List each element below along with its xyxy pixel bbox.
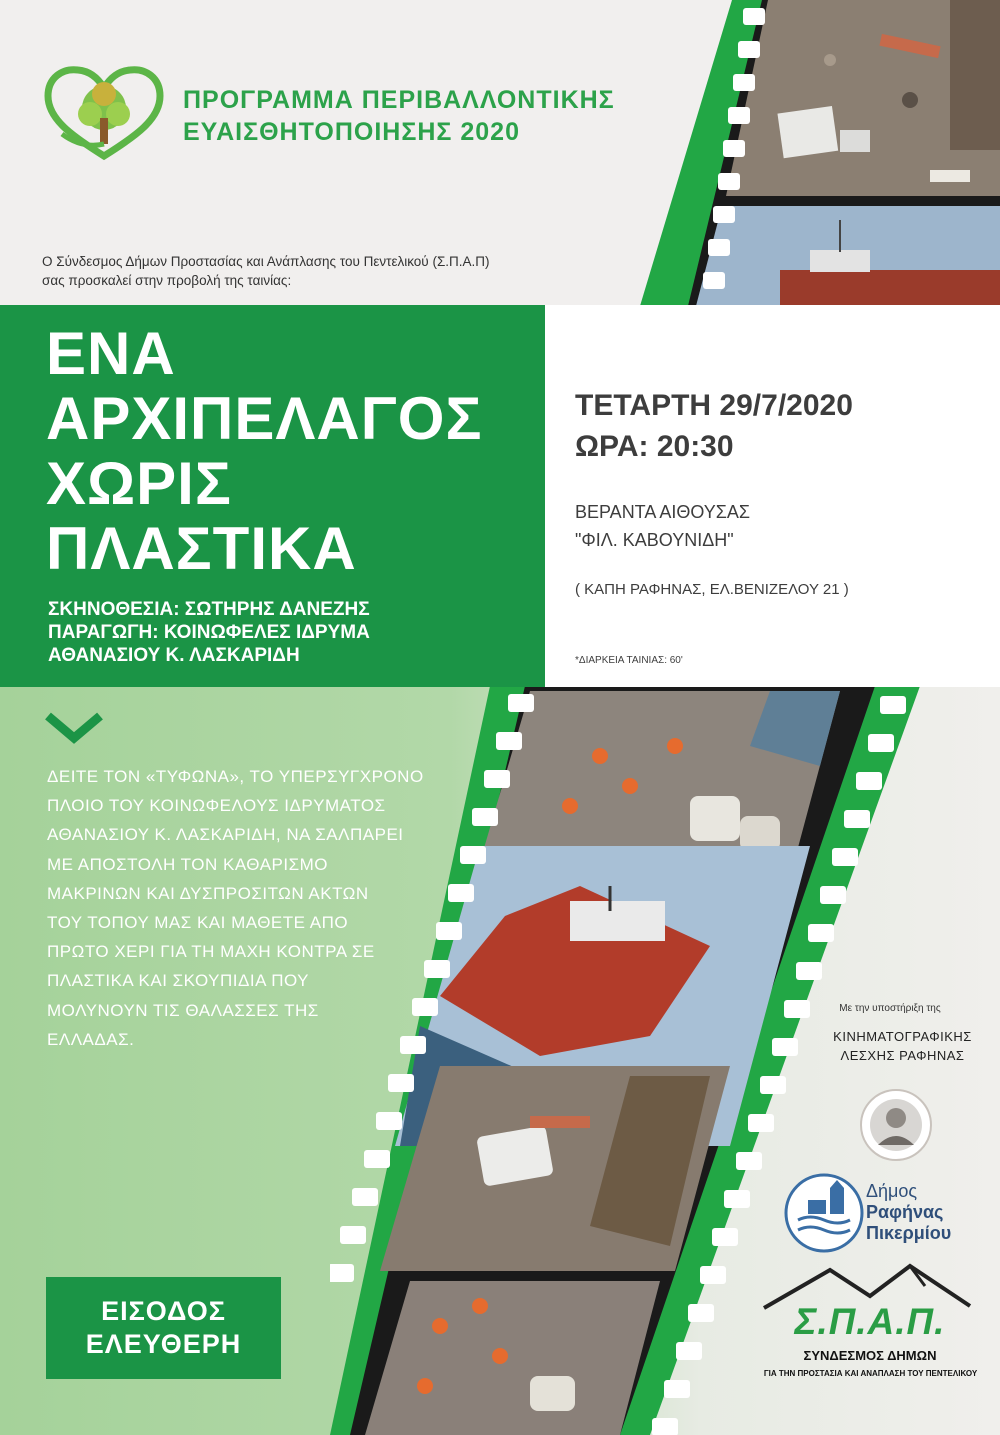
spap-subtitle: ΓΙΑ ΤΗΝ ΠΡΟΣΤΑΣΙΑ ΚΑΙ ΑΝΑΠΛΑΣΗ ΤΟΥ ΠΕΝΤΕΛΙΚΟΥ xyxy=(763,1369,978,1378)
film-frame-rubble xyxy=(380,1066,730,1271)
film-title-line: ΧΩΡΙΣ xyxy=(46,450,232,517)
chevron-down-icon xyxy=(44,712,104,744)
spap-name: ΣΥΝΔΕΣΜΟΣ ΔΗΜΩΝ xyxy=(803,1348,937,1363)
film-description xyxy=(47,762,477,1054)
description-line: ΠΛΟΙΟ ΤΟΥ ΚΟΙΝΩΦΕΛΟΥΣ ΙΔΡΥΜΑΤΟΣ xyxy=(47,796,386,816)
program-title xyxy=(183,84,653,148)
heart-tree-icon xyxy=(42,64,166,164)
film-frame-rubble-top xyxy=(726,0,1000,196)
film-frame-ship-top xyxy=(696,206,1000,306)
description-line: ΠΡΩΤΟ ΧΕΡΙ ΓΙΑ ΤΗ ΜΑΧΗ ΚΟΝΤΡΑ ΣΕ xyxy=(47,942,375,962)
entry-line: ΕΛΕΥΘΕΡΗ xyxy=(85,1329,242,1359)
municipality-line: Πικερμίου xyxy=(866,1223,952,1243)
club-line: ΛΕΣΧΗΣ ΡΑΦΗΝΑΣ xyxy=(840,1048,965,1063)
venue-line: ΒΕΡΑΝΤΑ ΑΙΘΟΥΣΑΣ xyxy=(575,502,751,522)
entry-line: ΕΙΣΟΔΟΣ xyxy=(101,1296,226,1326)
film-club-seal-icon xyxy=(858,1087,934,1163)
program-title-line: ΠΡΟΓΡΑΜΜΑ ΠΕΡΙΒΑΛΛΟΝΤΙΚΗΣ xyxy=(183,86,615,114)
intro-line: σας προσκαλεί στην προβολή της ταινίας: xyxy=(42,273,292,288)
credits-line: ΑΘΑΝΑΣΙΟΥ Κ. ΛΑΣΚΑΡΙΔΗ xyxy=(48,645,300,666)
spap-abbreviation: Σ.Π.Α.Π. xyxy=(794,1301,946,1342)
description-line: ΜΑΚΡΙΝΩΝ ΚΑΙ ΔΥΣΠΡΟΣΙΤΩΝ ΑΚΤΩΝ xyxy=(47,883,369,903)
description-line: ΠΛΑΣΤΙΚΑ ΚΑΙ ΣΚΟΥΠΙΔΙΑ ΠΟΥ xyxy=(47,971,310,991)
free-entry-badge xyxy=(46,1277,281,1379)
film-title-line: ΠΛΑΣΤΙΚΑ xyxy=(46,515,357,582)
film-club-name xyxy=(815,1027,990,1065)
municipality-line: Δήμος xyxy=(866,1181,918,1201)
description-line: ΤΟΥ ΤΟΠΟΥ ΜΑΣ ΚΑΙ ΜΑΘΕΤΕ ΑΠΟ xyxy=(47,913,349,933)
event-venue xyxy=(575,498,975,554)
event-datetime xyxy=(575,385,975,467)
credits-line: ΠΑΡΑΓΩΓΗ: ΚΟΙΝΩΦΕΛΕΣ ΙΔΡΥΜΑ xyxy=(48,622,370,643)
film-title-block xyxy=(0,305,545,687)
film-strip-top xyxy=(630,0,1000,306)
film-title-line: ΕΝΑ xyxy=(46,320,176,387)
event-info-block xyxy=(545,305,1000,687)
film-credits xyxy=(48,598,528,667)
intro-text xyxy=(42,252,642,290)
municipality-line: Ραφήνας xyxy=(866,1202,944,1222)
film-title xyxy=(46,321,546,581)
description-line: ΑΘΑΝΑΣΙΟΥ Κ. ΛΑΣΚΑΡΙΔΗ, ΝΑ ΣΑΛΠΑΡΕΙ xyxy=(47,825,404,845)
support-label: Με την υποστήριξη της xyxy=(839,1003,941,1014)
event-date: ΤΕΤΑΡΤΗ 29/7/2020 xyxy=(575,389,853,422)
event-address: ( ΚΑΠΗ ΡΑΦΗΝΑΣ, ΕΛ.ΒΕΝΙΖΕΛΟΥ 21 ) xyxy=(575,581,849,598)
municipality-emblem-icon xyxy=(784,1170,864,1256)
municipality-name xyxy=(866,1181,986,1244)
film-frame-cleanup-2 xyxy=(365,1281,660,1435)
intro-line: Ο Σύνδεσμος Δήμων Προστασίας και Ανάπλασης του Πεντελικού (Σ.Π.Α.Π) xyxy=(42,254,490,269)
film-title-line: ΑΡΧΙΠΕΛΑΓΟΣ xyxy=(46,385,483,452)
description-line: ΕΛΛΑΔΑΣ. xyxy=(47,1029,135,1049)
venue-line: "ΦΙΛ. ΚΑΒΟΥΝΙΔΗ" xyxy=(575,530,734,550)
credits-line: ΣΚΗΝΟΘΕΣΙΑ: ΣΩΤΗΡΗΣ ΔΑΝΕΖΗΣ xyxy=(48,599,370,620)
description-line: ΔΕΙΤΕ ΤΟΝ «ΤΥΦΩΝΑ», ΤΟ ΥΠΕΡΣΥΓΧΡΟΝΟ xyxy=(47,767,424,786)
program-title-line: ΕΥΑΙΣΘΗΤΟΠΟΙΗΣΗΣ 2020 xyxy=(183,118,520,146)
description-line: ΜΕ ΑΠΟΣΤΟΛΗ ΤΟΝ ΚΑΘΑΡΙΣΜΟ xyxy=(47,854,329,874)
film-duration: *ΔΙΑΡΚΕΙΑ ΤΑΙΝΙΑΣ: 60' xyxy=(575,655,683,666)
description-line: ΜΟΛΥΝΟΥΝ ΤΙΣ ΘΑΛΑΣΣΕΣ ΤΗΣ xyxy=(47,1000,319,1020)
club-line: ΚΙΝΗΜΑΤΟΓΡΑΦΙΚΗΣ xyxy=(833,1029,972,1044)
event-time: ΩΡΑ: 20:30 xyxy=(575,430,734,463)
